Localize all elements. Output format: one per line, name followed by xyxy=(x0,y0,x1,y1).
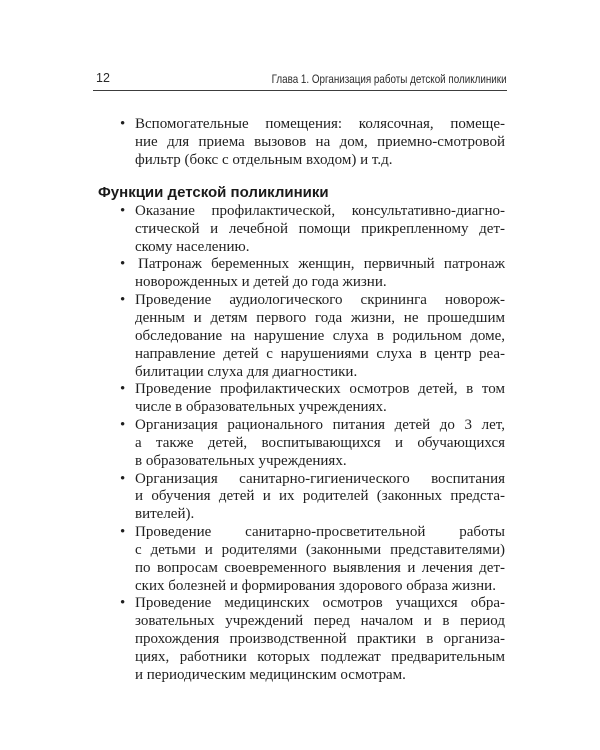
text-line: Проведение профилактических осмотров детей, в том xyxy=(135,381,505,398)
text-line: ских болезней и формирования здорового образа жизни. xyxy=(135,577,496,594)
running-header xyxy=(93,67,507,91)
text-line: Организация рационального питания детей до 3 лет, xyxy=(135,417,505,434)
text-line: стической и лечебной помощи прикрепленному дет- xyxy=(135,220,505,237)
list-item xyxy=(118,417,505,471)
bullet-marker: • xyxy=(120,116,126,132)
text-line: Патронаж беременных женщин, первичный патронаж xyxy=(138,256,505,273)
text-line: билитации слуха для диагностики. xyxy=(135,363,358,380)
text-line: и периодическим медицинским осмотрам. xyxy=(135,666,406,683)
text-line: по вопросам своевременного выявления и лечения дет- xyxy=(135,559,505,576)
bullet-marker: • xyxy=(120,470,126,487)
chapter-title: Глава 1. Организация работы детской поликлиники xyxy=(271,72,507,86)
list-item xyxy=(118,381,505,417)
page-body xyxy=(98,116,505,685)
functions-list xyxy=(118,203,505,685)
text-line: скому населению. xyxy=(135,238,250,255)
text-line: обследование на нарушение слуха в родильном доме, xyxy=(135,327,505,344)
list-item-continued xyxy=(118,116,505,170)
text-line: зовательных учреждений перед началом и в период xyxy=(135,613,505,630)
list-item xyxy=(118,256,505,292)
text-line: а также детей, воспитывающихся и обучающихся xyxy=(135,434,505,451)
bullet-marker: • xyxy=(120,524,126,541)
page-number: 12 xyxy=(96,71,110,85)
text-line: в образовательных учреждениях. xyxy=(135,452,347,469)
bullet-marker: • xyxy=(120,256,126,273)
section-heading: Функции детской поликлиники xyxy=(98,183,329,201)
text-line: ние для приема вызовов на дом, приемно-смотровой xyxy=(135,133,505,150)
bullet-marker: • xyxy=(120,292,126,309)
text-line: числе в образовательных учреждениях. xyxy=(135,399,387,416)
bullet-marker: • xyxy=(120,595,126,612)
text-line: вителей). xyxy=(135,506,195,523)
text-line: денным и детям первого года жизни, не прошедшим xyxy=(135,309,505,326)
text-line: Проведение санитарно-просветительной работы xyxy=(135,524,505,541)
list-item xyxy=(118,471,505,525)
text-line: циях, работники которых подлежат предварительным xyxy=(135,649,505,666)
text-line: и обучения детей и их родителей (законных предста- xyxy=(135,488,505,505)
text-line: Оказание профилактической, консультативно-диагно- xyxy=(135,202,505,219)
text-line: Организация санитарно-гигиенического воспитания xyxy=(135,470,505,487)
text-line: новорожденных и детей до года жизни. xyxy=(135,274,387,291)
bullet-marker: • xyxy=(120,417,126,434)
list-item xyxy=(118,524,505,595)
text-line: с детьми и родителями (законными представителями) xyxy=(135,541,505,558)
list-item xyxy=(118,292,505,381)
list-item xyxy=(118,203,505,257)
text-line: Вспомогательные помещения: колясочная, помеще- xyxy=(135,116,505,132)
bullet-marker: • xyxy=(120,381,126,398)
list-item xyxy=(118,595,505,684)
text-line: Проведение аудиологического скрининга новорож- xyxy=(135,292,505,309)
text-line: направление детей с нарушениями слуха в центр реа- xyxy=(135,345,505,362)
text-line: прохождения производственной практики в организа- xyxy=(135,631,505,648)
text-line: Проведение медицинских осмотров учащихся обра- xyxy=(135,595,505,612)
bullet-marker: • xyxy=(120,202,126,219)
text-line: фильтр (бокс с отдельным входом) и т.д. xyxy=(135,151,393,168)
